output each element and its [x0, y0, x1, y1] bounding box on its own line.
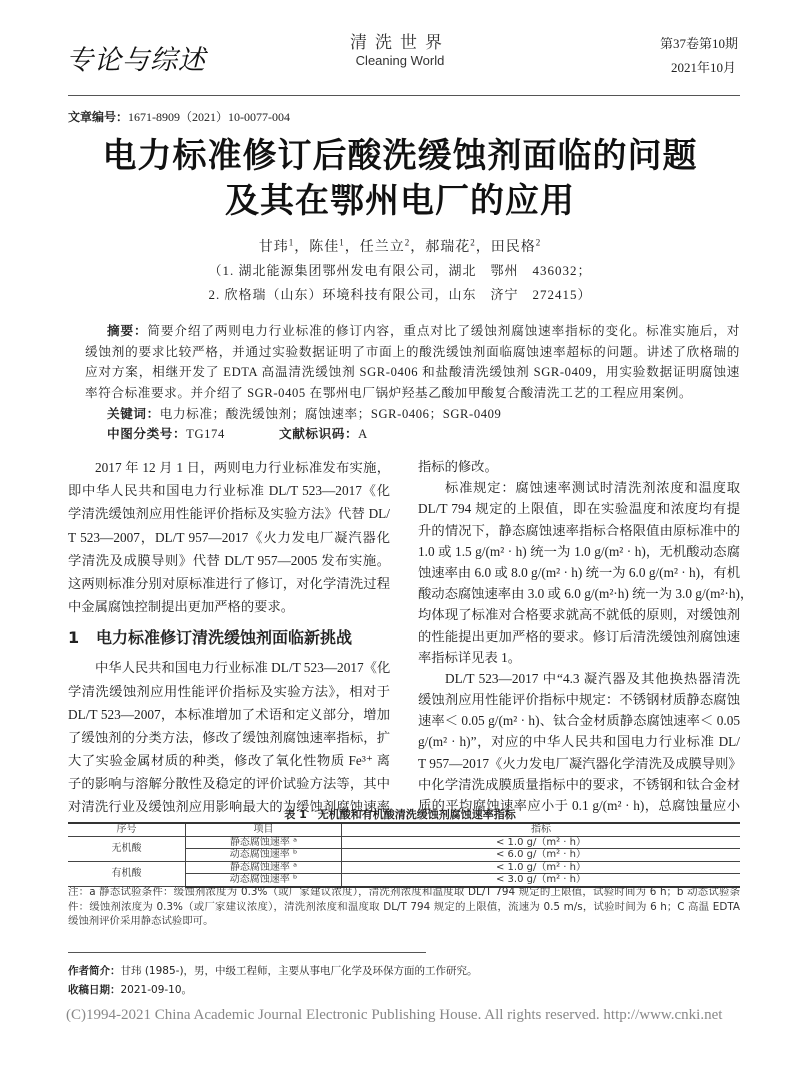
table-header: 序号 — [68, 823, 186, 836]
author-bio — [68, 963, 478, 978]
text-line: 这两则标准分别对原标准进行了修订，对化学清洗过程 — [68, 575, 390, 591]
copyright-notice: (C)1994-2021 China Academic Journal Electronic Publishing House. All rights reserved. http://www.cnki.net — [66, 1007, 723, 1023]
journal-name-cn: 清洗世界 — [350, 33, 450, 52]
paragraph — [418, 456, 740, 477]
corrosion-rate-table — [68, 822, 740, 888]
item-cell: 静态腐蚀速率 ᵃ — [186, 861, 342, 874]
author: 甘玮 — [258, 240, 289, 255]
abstract — [85, 321, 740, 403]
journal-name-en: Cleaning World — [355, 53, 445, 68]
table-row — [68, 836, 740, 849]
author-bio-value: 甘玮 (1985-)，男，中级工程师，主要从事电厂化学及环保方面的工作研究。 — [120, 965, 478, 977]
text-line: 中华人民共和国电力行业标准 DL/T 523—2017《化 — [95, 660, 391, 676]
paragraph — [68, 656, 390, 818]
text-line: 学清洗缓蚀剂应用性能评价指标及实验方法》代替 DL/ — [68, 506, 390, 522]
volume-issue: 第37卷第10期 — [659, 36, 738, 51]
text-line: 标准规定：腐蚀速率测试时清洗剂浓度和温度取 — [445, 480, 740, 496]
item-cell: 动态腐蚀速率 ᵇ — [186, 874, 342, 887]
text-line: 中金属腐蚀控制提出更加严格的要求。 — [68, 599, 295, 615]
text-line: DL/T 794 规定的上限值，即在实验温度和浓度均有提 — [418, 501, 740, 517]
value-cell: < 3.0 g/（m² · h） — [342, 874, 741, 887]
text-line: 质的平均腐蚀速率应小于 0.1 g/(m² · h)，总腐蚀量应小 — [418, 798, 740, 813]
author: 田民格 — [490, 240, 536, 255]
clc-number — [107, 423, 225, 442]
author: 任兰立 — [359, 240, 405, 255]
value-cell: < 1.0 g/（m² · h） — [342, 836, 741, 849]
text-line: 酸动态腐蚀速率由 3.0 或 6.0 g/(m²·h) 统一为 3.0 g/(m²·h)， — [418, 586, 754, 602]
text-line: DL/T 523—2007，本标准增加了术语和定义部分，增加 — [68, 706, 390, 722]
text-line: 了缓蚀剂的分类方法，修改了缓蚀剂腐蚀速率指标，扩 — [68, 729, 390, 745]
table-row — [68, 861, 740, 874]
article-number-label: 文章编号： — [68, 110, 129, 124]
issue-date: 2021年10月 — [670, 60, 736, 75]
affiliation-marker: 1 — [339, 237, 345, 248]
footnote-divider — [68, 952, 426, 953]
table-title: 表 1 无机酸和有机酸清洗缓蚀剂腐蚀速率指标 — [284, 808, 516, 821]
affiliation-1: （1. 湖北能源集团鄂州发电有限公司，湖北 鄂州 436032； — [208, 263, 592, 278]
author: 陈佳 — [309, 240, 340, 255]
text-line: T 523—2007，DL/T 957—2017《火力发电厂凝汽器化 — [68, 529, 390, 545]
text-line: T 957—2017《火力发电厂凝汽器化学清洗及成膜导则》 — [418, 755, 742, 771]
abstract-line: 率符合标准要求。并介绍了 SGR-0405 在鄂州电厂锅炉羟基乙酸加甲酸复合酸清洗工艺的工程应用案例。 — [85, 385, 693, 400]
document-code — [279, 423, 368, 442]
value-cell: < 6.0 g/（m² · h） — [342, 849, 741, 862]
author-bio-label: 作者简介： — [68, 965, 121, 977]
paragraph — [418, 668, 740, 816]
text-line: 的性能提出更加严格的要求。修订后清洗缓蚀剂腐蚀速 — [418, 628, 740, 644]
text-line: 即中华人民共和国电力行业标准 DL/T 523—2017《化 — [68, 483, 390, 499]
section-heading-text: 电力标准修订清洗缓蚀剂面临新挑战 — [96, 628, 353, 648]
item-cell: 静态腐蚀速率 ᵃ — [186, 836, 342, 849]
paragraph — [68, 456, 390, 618]
section-heading-1 — [68, 620, 390, 656]
received-date-label: 收稿日期： — [68, 984, 121, 996]
table-header: 项目 — [186, 823, 342, 836]
group-cell: 无机酸 — [68, 836, 186, 861]
value-cell: < 1.0 g/（m² · h） — [342, 861, 741, 874]
text-line: 均体现了标准对合格要求就高不就低的原则，对缓蚀剂 — [418, 607, 740, 623]
received-date-value: 2021-09-10。 — [120, 984, 193, 996]
text-line: 蚀速率由 6.0 或 8.0 g/(m² · h) 统一为 6.0 g/(m² · h)，有机 — [418, 564, 740, 580]
keywords-label: 关键词： — [107, 406, 160, 421]
paragraph — [418, 477, 754, 668]
abstract-line: 应对方案，相继开发了 EDTA 高温清洗缓蚀剂 SGR-0406 和盐酸清洗缓蚀剂 SGR-0409，用实验数据证明腐蚀速 — [85, 365, 740, 379]
keywords — [107, 403, 501, 422]
author-list: 甘玮$^1$，陈佳$^1$，任兰立$^2$，郝瑞花$^2$，田民格$^2$ — [258, 237, 542, 255]
table-note: 注：a 静态试验条件：缓蚀剂浓度为 0.3%（或厂家建议浓度），清洗剂浓度和温度取 DL/T 794 规定的上限值，试验时间为 6 h；b 动态试验条件：缓蚀剂浓度为 0.3%（或厂家建议浓度），清洗剂浓度和温度取 DL/T 794 规定的上限值，流速为 0.5 m/s，试验时间为 6 h；C 高温 EDTA 缓蚀剂评价采用静态试验即可。 — [68, 886, 740, 927]
affiliation-marker: 1 — [288, 237, 295, 248]
text-line: 速率＜ 0.05 g/(m² · h)、钛合金材质静态腐蚀速率＜ 0.05 — [418, 713, 740, 729]
text-line: 学清洗缓蚀剂应用性能评价指标及实验方法》，相对于 — [68, 683, 390, 699]
abstract-line: 简要介绍了两则电力行业标准的修订内容，重点对比了缓蚀剂腐蚀速率指标的变化。标准实施后，对 — [147, 324, 740, 338]
affiliation-2: 2. 欣格瑞（山东）环境科技有限公司，山东 济宁 272415） — [208, 287, 592, 302]
text-line: 对清洗行业及缓蚀剂应用影响最大的为缓蚀剂腐蚀速率 — [68, 799, 390, 815]
table-header: 指标 — [342, 823, 741, 836]
received-date — [68, 982, 192, 997]
text-line: DL/T 523—2017 中“4.3 凝汽器及其他换热器清洗 — [445, 670, 740, 686]
text-line: 2017 年 12 月 1 日，两则电力行业标准发布实施， — [95, 460, 390, 475]
article-number-value: 1671-8909（2021）10-0077-004 — [128, 110, 291, 124]
text-line: 率指标详见表 1。 — [418, 649, 522, 665]
abstract-label: 摘要： — [107, 323, 148, 338]
text-line: 1.0 或 1.5 g/(m² · h) 统一为 1.0 g/(m² · h)，无机酸动态腐 — [418, 543, 740, 559]
text-line: 缓蚀剂应用性能评价指标中规定：不锈钢材质静态腐蚀 — [418, 692, 740, 708]
group-cell: 有机酸 — [68, 861, 186, 887]
text-line: 子的影响与溶解分散性及稳定的评价试验方法等，其中 — [68, 776, 390, 792]
text-line: 中化学清洗成膜质量指标中的要求，不锈钢和钛合金材 — [418, 776, 740, 792]
text-line: 升的情况下，静态腐蚀速率指标合格限值由原标准中的 — [418, 522, 740, 538]
doc-code-label: 文献标识码： — [279, 426, 359, 441]
section-name: 专论与综述 — [66, 45, 206, 75]
clc-label: 中图分类号： — [107, 426, 187, 441]
text-line: g/(m² · h)”，对应的中华人民共和国电力行业标准 DL/ — [418, 734, 740, 750]
header-divider — [68, 95, 740, 96]
body-left-column — [68, 456, 390, 819]
title-line-2: 及其在鄂州电厂的应用 — [225, 181, 575, 221]
abstract-line: 缓蚀剂的要求比较严格，并通过实验数据证明了市面上的酸洗缓蚀剂面临腐蚀速率超标的问题。讲述了欣格瑞的 — [85, 344, 740, 359]
author: 郝瑞花 — [425, 240, 471, 255]
body-right-column — [418, 456, 754, 816]
article-number — [68, 108, 290, 125]
item-cell: 动态腐蚀速率 ᵇ — [186, 849, 342, 862]
keywords-value: 电力标准；酸洗缓蚀剂；腐蚀速率；SGR-0406；SGR-0409 — [159, 407, 502, 421]
text-line: 指标的修改。 — [418, 459, 498, 474]
section-number: 1 — [68, 628, 80, 648]
affiliation-marker: 2 — [470, 237, 476, 248]
doc-code-value: A — [358, 427, 368, 441]
clc-value: TG174 — [186, 427, 225, 441]
affiliation-marker: 2 — [404, 237, 411, 248]
text-line: 学清洗及成膜导则》代替 DL/T 957—2005 发布实施。 — [68, 552, 390, 568]
table-header-row — [68, 823, 740, 836]
title-line-1: 电力标准修订后酸洗缓蚀剂面临的问题 — [102, 136, 698, 176]
text-line: 大了实验金属材质的种类，修改了氧化性物质 Fe³⁺ 离 — [68, 753, 390, 769]
affiliation-marker: 2 — [535, 237, 542, 248]
